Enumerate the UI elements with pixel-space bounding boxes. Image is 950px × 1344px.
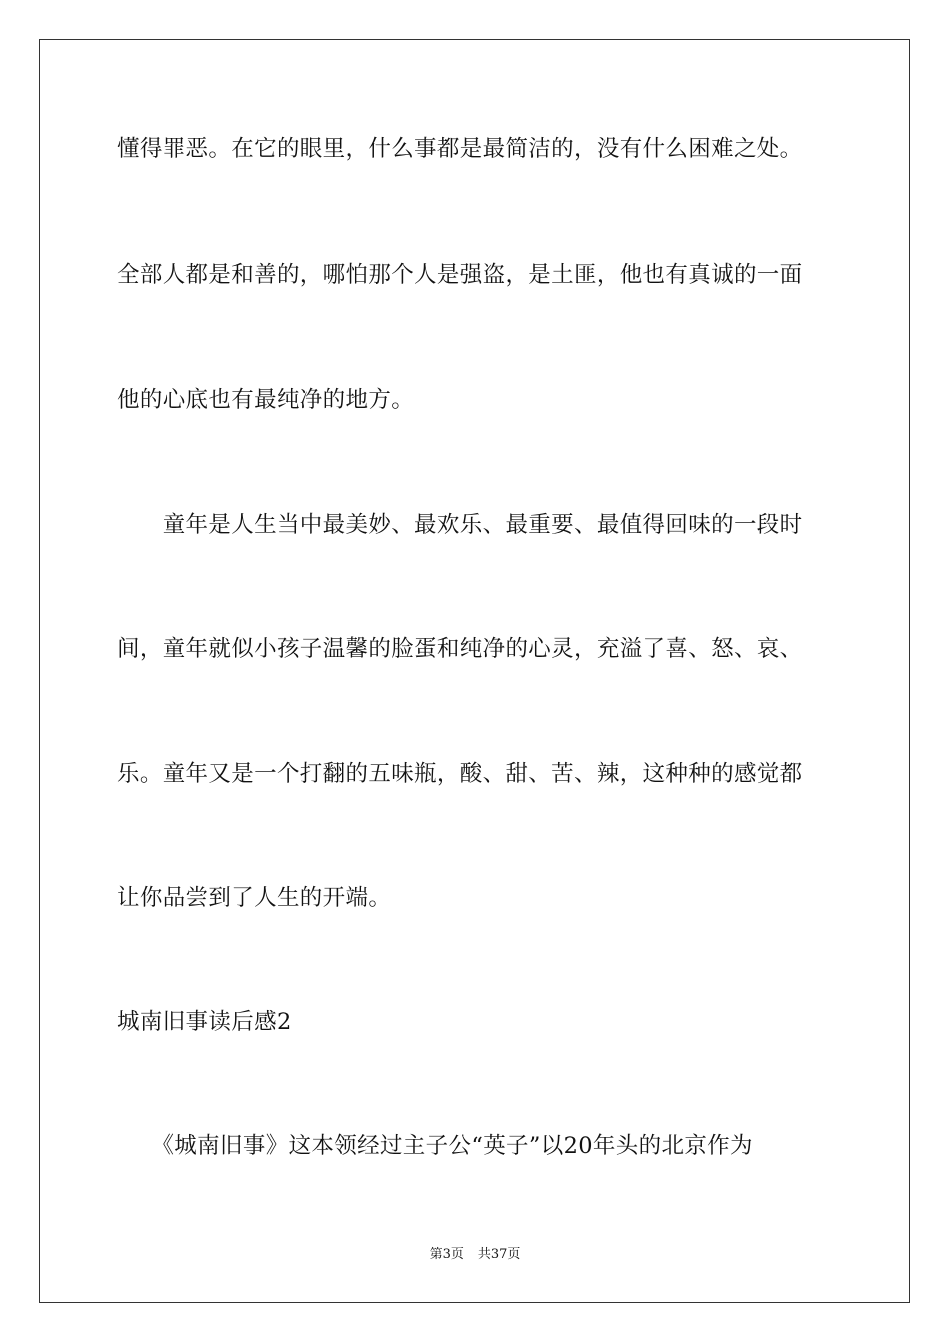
body-line: 间，童年就似小孩子温馨的脸蛋和纯净的心灵，充溢了喜、怒、哀、 — [117, 636, 803, 662]
body-line: 他的心底也有最纯净的地方。 — [117, 387, 415, 413]
page-number: 第3页 — [429, 1247, 464, 1262]
body-line: 懂得罪恶。在它的眼里，什么事都是最简洁的，没有什么困难之处。 — [117, 136, 803, 162]
body-line: 全部人都是和善的，哪怕那个人是强盗，是土匪，他也有真诚的一面 — [117, 262, 803, 288]
body-line: 《城南旧事》这本领经过主子公“英子”以20年头的北京作为 — [117, 1133, 753, 1159]
page-footer — [0, 1247, 950, 1263]
page-total: 共37页 — [477, 1247, 521, 1262]
body-line: 让你品尝到了人生的开端。 — [117, 885, 392, 911]
body-line: 乐。童年又是一个打翻的五味瓶，酸、甜、苦、辣，这种种的感觉都 — [117, 761, 803, 787]
section-heading: 城南旧事读后感2 — [117, 1009, 292, 1035]
page-frame — [39, 39, 910, 1303]
body-line: 童年是人生当中最美妙、最欢乐、最重要、最值得回味的一段时 — [117, 512, 803, 538]
